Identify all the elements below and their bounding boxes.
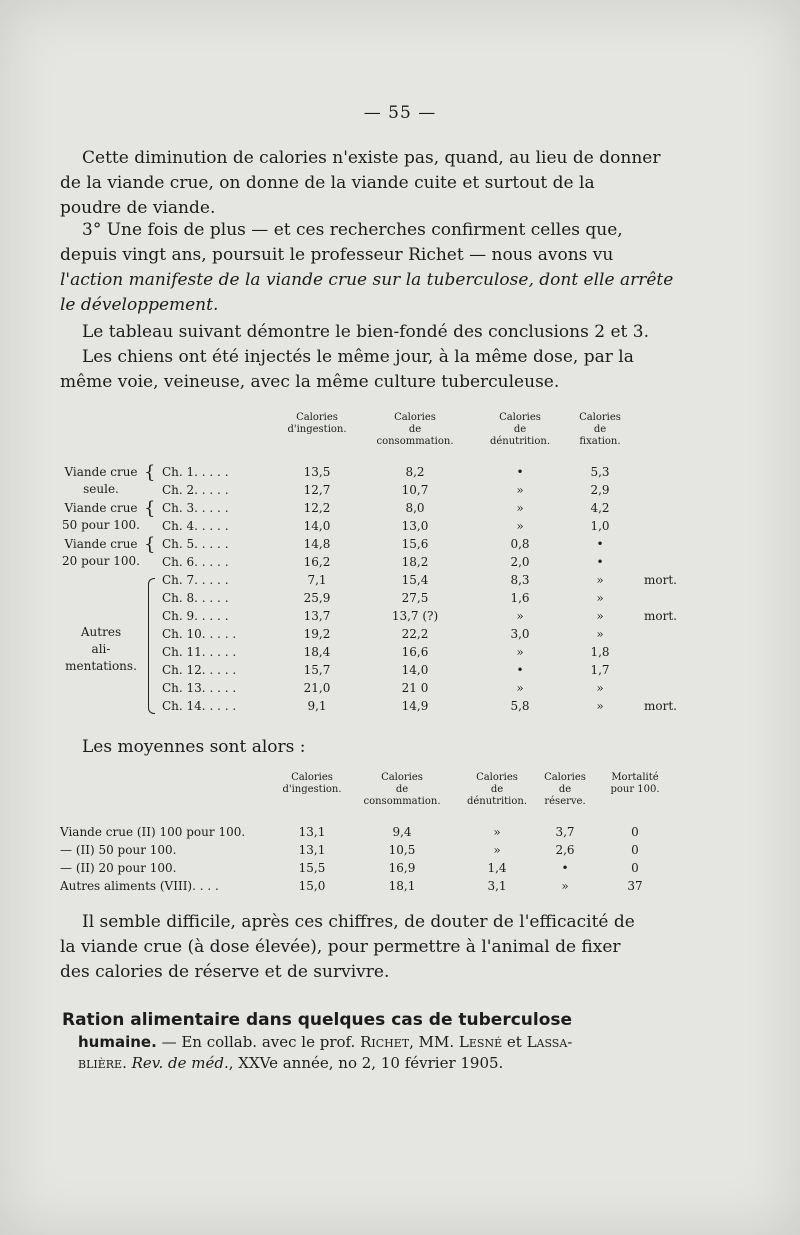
header-line: de (395, 784, 409, 795)
reserve-cell: • (561, 861, 569, 875)
consommation-cell: 14,0 (401, 663, 429, 677)
consommation-cell: 13,7 (?) (391, 609, 439, 623)
dog-cell: Ch. 10. . . . . (162, 627, 237, 641)
consommation-cell: 13,0 (401, 519, 429, 533)
table-row (60, 860, 700, 877)
paragraph-3 (60, 320, 656, 345)
averages-intro-line: Les moyennes sont alors : (82, 737, 306, 757)
table-row (60, 824, 700, 841)
ingestion-cell: 16,2 (303, 555, 331, 569)
ingestion-cell: 15,5 (298, 861, 326, 875)
group-label-line: seule. (83, 482, 119, 496)
table-row (60, 608, 700, 625)
consommation-cell: 21 0 (401, 681, 429, 695)
paragraph-1-line: de la viande crue, on donne de la viande cuite et surtout de la (60, 173, 595, 193)
table-header-consommation (370, 412, 460, 448)
reference-title-text: Ration alimentaire dans quelques cas de tuberculose (62, 1010, 573, 1030)
ingestion-cell: 12,2 (303, 501, 331, 515)
header-line: de (513, 424, 527, 435)
consommation-cell: 15,6 (401, 537, 429, 551)
note-cell: mort. (644, 609, 677, 623)
fixation-cell: 4,2 (590, 501, 610, 515)
reserve-cell: 2,6 (555, 843, 575, 857)
table-row (60, 590, 700, 607)
ingestion-cell: 13,1 (298, 843, 326, 857)
table2-header-mortalite (600, 772, 670, 796)
denutrition-cell: » (516, 645, 524, 659)
header-line: de (408, 424, 422, 435)
dog-cell: Ch. 2. . . . . (162, 483, 229, 497)
dog-cell: Ch. 12. . . . . (162, 663, 237, 677)
table2-header-reserve (530, 772, 600, 808)
table-header-fixation (565, 412, 635, 448)
group-label-line: 20 pour 100. (62, 554, 140, 568)
label-cell: — (II) 50 pour 100. (60, 843, 177, 857)
ingestion-cell: 7,1 (307, 573, 327, 587)
header-line: Calories (499, 412, 541, 423)
table-row (60, 842, 700, 859)
reference-text: et (502, 1033, 527, 1051)
paragraph-4-line: même voie, veineuse, avec la même culture tuberculeuse. (60, 372, 560, 392)
paragraph-1 (60, 146, 661, 221)
note-cell: mort. (644, 573, 677, 587)
header-line: dénutrition. (466, 796, 528, 807)
dog-cell: Ch. 4. . . . . (162, 519, 229, 533)
dog-cell: Ch. 14. . . . . (162, 699, 237, 713)
denutrition-cell: • (516, 465, 524, 479)
reference-title-continued: humaine. (78, 1033, 157, 1051)
consommation-cell: 15,4 (401, 573, 429, 587)
consommation-cell: 22,2 (401, 627, 429, 641)
denutrition-cell: » (493, 843, 501, 857)
fixation-cell: » (596, 699, 604, 713)
reference-author: blière (78, 1054, 123, 1072)
paragraph-5-line: la viande crue (à dose élevée), pour permettre à l'animal de fixer (60, 937, 621, 957)
dog-cell: Ch. 11. . . . . (162, 645, 237, 659)
table-row (60, 878, 700, 895)
group-label-line: 50 pour 100. (62, 518, 140, 532)
consommation-cell: 16,9 (388, 861, 416, 875)
consommation-cell: 9,4 (392, 825, 412, 839)
averages-intro (60, 735, 656, 760)
denutrition-cell: » (516, 519, 524, 533)
table2-header-ingestion (272, 772, 352, 796)
fixation-cell: » (596, 681, 604, 695)
paragraph-2-line: depuis vingt ans, poursuit le professeur Richet — nous avons vu (60, 245, 614, 265)
table-row (60, 554, 700, 571)
fixation-cell: » (596, 591, 604, 605)
header-line: Calories (476, 772, 518, 783)
ingestion-cell: 13,7 (303, 609, 331, 623)
fixation-cell: 1,7 (590, 663, 610, 677)
fixation-cell: • (596, 555, 604, 569)
ingestion-cell: 15,7 (303, 663, 331, 677)
mortalite-cell: 0 (631, 861, 639, 875)
label-cell: — (II) 20 pour 100. (60, 861, 177, 875)
dog-cell: Ch. 13. . . . . (162, 681, 237, 695)
ingestion-cell: 12,7 (303, 483, 331, 497)
paragraph-5-line: Il semble difficile, après ces chiffres, de douter de l'efficacité de (82, 912, 635, 932)
denutrition-cell: » (493, 825, 501, 839)
header-line: fixation. (579, 436, 621, 447)
header-line: Calories (394, 412, 436, 423)
ingestion-cell: 18,4 (303, 645, 331, 659)
table2-header-consommation (357, 772, 447, 808)
header-line: d'ingestion. (287, 424, 347, 435)
paragraph-1-line: poudre de viande. (60, 198, 216, 218)
table-row (60, 464, 700, 481)
paragraph-4-line: Les chiens ont été injectés le même jour, à la même dose, par la (82, 347, 634, 367)
mortalite-cell: 0 (631, 843, 639, 857)
consommation-cell: 18,2 (401, 555, 429, 569)
consommation-cell: 16,6 (401, 645, 429, 659)
denutrition-cell: 0,8 (510, 537, 530, 551)
denutrition-cell: » (516, 681, 524, 695)
header-line: Calories (579, 412, 621, 423)
reference-text: . (122, 1054, 132, 1072)
table-row (60, 500, 700, 517)
header-line: Calories (291, 772, 333, 783)
table-row (60, 626, 700, 643)
reference-author: Lesné (458, 1033, 503, 1051)
mortalite-cell: 0 (631, 825, 639, 839)
header-line: Calories (296, 412, 338, 423)
brace-icon: { (144, 534, 156, 555)
note-cell: mort. (644, 699, 677, 713)
denutrition-cell: » (516, 609, 524, 623)
reference-journal: Rev. de méd. (131, 1054, 229, 1072)
denutrition-cell: 3,1 (487, 879, 507, 893)
group-label-line: ali- (91, 642, 111, 656)
fixation-cell: » (596, 573, 604, 587)
fixation-cell: 1,0 (590, 519, 610, 533)
fixation-cell: 5,3 (590, 465, 610, 479)
table-row (60, 644, 700, 661)
table-row (60, 662, 700, 679)
consommation-cell: 10,7 (401, 483, 429, 497)
header-line: Calories (544, 772, 586, 783)
paragraph-1-line: Cette diminution de calories n'existe pas, quand, au lieu de donner (82, 148, 661, 168)
reserve-cell: » (561, 879, 569, 893)
dog-cell: Ch. 9. . . . . (162, 609, 229, 623)
header-line: dénutrition. (489, 436, 551, 447)
dog-cell: Ch. 3. . . . . (162, 501, 229, 515)
fixation-cell: 2,9 (590, 483, 610, 497)
reference-author: Richet (360, 1033, 410, 1051)
denutrition-cell: 8,3 (510, 573, 530, 587)
ingestion-cell: 19,2 (303, 627, 331, 641)
ingestion-cell: 25,9 (303, 591, 331, 605)
header-line: de (558, 784, 572, 795)
consommation-cell: 18,1 (388, 879, 416, 893)
paragraph-5 (60, 910, 656, 985)
dog-cell: Ch. 1. . . . . (162, 465, 229, 479)
table-row (60, 698, 700, 715)
dog-cell: Ch. 7. . . . . (162, 573, 229, 587)
table-row (60, 536, 700, 553)
group-label-line: Viande crue (64, 501, 138, 515)
reference-line-2 (78, 1033, 572, 1051)
reference-text: — En collab. avec le prof. (156, 1033, 361, 1051)
consommation-cell: 27,5 (401, 591, 429, 605)
consommation-cell: 10,5 (388, 843, 416, 857)
label-cell: Autres aliments (VIII). . . . (60, 879, 219, 893)
reference-text: , MM. (409, 1033, 459, 1051)
header-line: de (593, 424, 607, 435)
denutrition-cell: 2,0 (510, 555, 530, 569)
group-label-line: Viande crue (64, 537, 138, 551)
table-row (60, 482, 700, 499)
fixation-cell: » (596, 627, 604, 641)
paragraph-2-line: 3° Une fois de plus — et ces recherches confirment celles que, (82, 220, 623, 240)
fixation-cell: » (596, 609, 604, 623)
header-line: pour 100. (610, 784, 660, 795)
table-header-denutrition (480, 412, 560, 448)
mortalite-cell: 37 (627, 879, 643, 893)
fixation-cell: • (596, 537, 604, 551)
header-line: d'ingestion. (282, 784, 342, 795)
header-line: consommation. (363, 796, 441, 807)
dog-cell: Ch. 5. . . . . (162, 537, 229, 551)
table-header-ingestion (282, 412, 352, 436)
ingestion-cell: 15,0 (298, 879, 326, 893)
reference-text: , XXVe année, no 2, 10 février 1905. (228, 1054, 504, 1072)
header-line: de (490, 784, 504, 795)
ingestion-cell: 13,5 (303, 465, 331, 479)
paragraph-4 (60, 345, 656, 395)
denutrition-cell: • (516, 663, 524, 677)
header-line: réserve. (544, 796, 586, 807)
reference-line-3 (78, 1054, 503, 1072)
ingestion-cell: 21,0 (303, 681, 331, 695)
consommation-cell: 8,2 (405, 465, 425, 479)
header-line: Mortalité (611, 772, 659, 783)
paragraph-2-line: l'action manifeste de la viande crue sur la tuberculose, dont elle arrête (60, 270, 674, 290)
paragraph-3-line: Le tableau suivant démontre le bien-fondé des conclusions 2 et 3. (82, 322, 649, 342)
ingestion-cell: 9,1 (307, 699, 327, 713)
denutrition-cell: 1,4 (487, 861, 507, 875)
denutrition-cell: 5,8 (510, 699, 530, 713)
fixation-cell: 1,8 (590, 645, 610, 659)
label-cell: Viande crue (II) 100 pour 100. (60, 825, 246, 839)
consommation-cell: 14,9 (401, 699, 429, 713)
dog-cell: Ch. 6. . . . . (162, 555, 229, 569)
group-label-line: mentations. (65, 659, 137, 673)
denutrition-cell: 3,0 (510, 627, 530, 641)
page-number: — 55 — (363, 103, 437, 123)
denutrition-cell: » (516, 483, 524, 497)
reference-author: Lassa- (526, 1033, 573, 1051)
consommation-cell: 8,0 (405, 501, 425, 515)
paragraph-5-line: des calories de réserve et de survivre. (60, 962, 390, 982)
reference-title (62, 1010, 572, 1030)
ingestion-cell: 13,1 (298, 825, 326, 839)
reserve-cell: 3,7 (555, 825, 575, 839)
denutrition-cell: 1,6 (510, 591, 530, 605)
header-line: consommation. (376, 436, 454, 447)
brace-icon: { (144, 462, 156, 483)
group-label-line: Autres (80, 625, 122, 639)
ingestion-cell: 14,0 (303, 519, 331, 533)
table-row (60, 680, 700, 697)
table-row (60, 572, 700, 589)
paragraph-2 (60, 218, 674, 318)
dog-cell: Ch. 8. . . . . (162, 591, 229, 605)
group-label-line: Viande crue (64, 465, 138, 479)
table-row (60, 518, 700, 535)
brace-icon: { (144, 498, 156, 519)
paragraph-2-line: le développement. (60, 295, 219, 315)
header-line: Calories (381, 772, 423, 783)
table2-header-denutrition (452, 772, 542, 808)
ingestion-cell: 14,8 (303, 537, 331, 551)
denutrition-cell: » (516, 501, 524, 515)
